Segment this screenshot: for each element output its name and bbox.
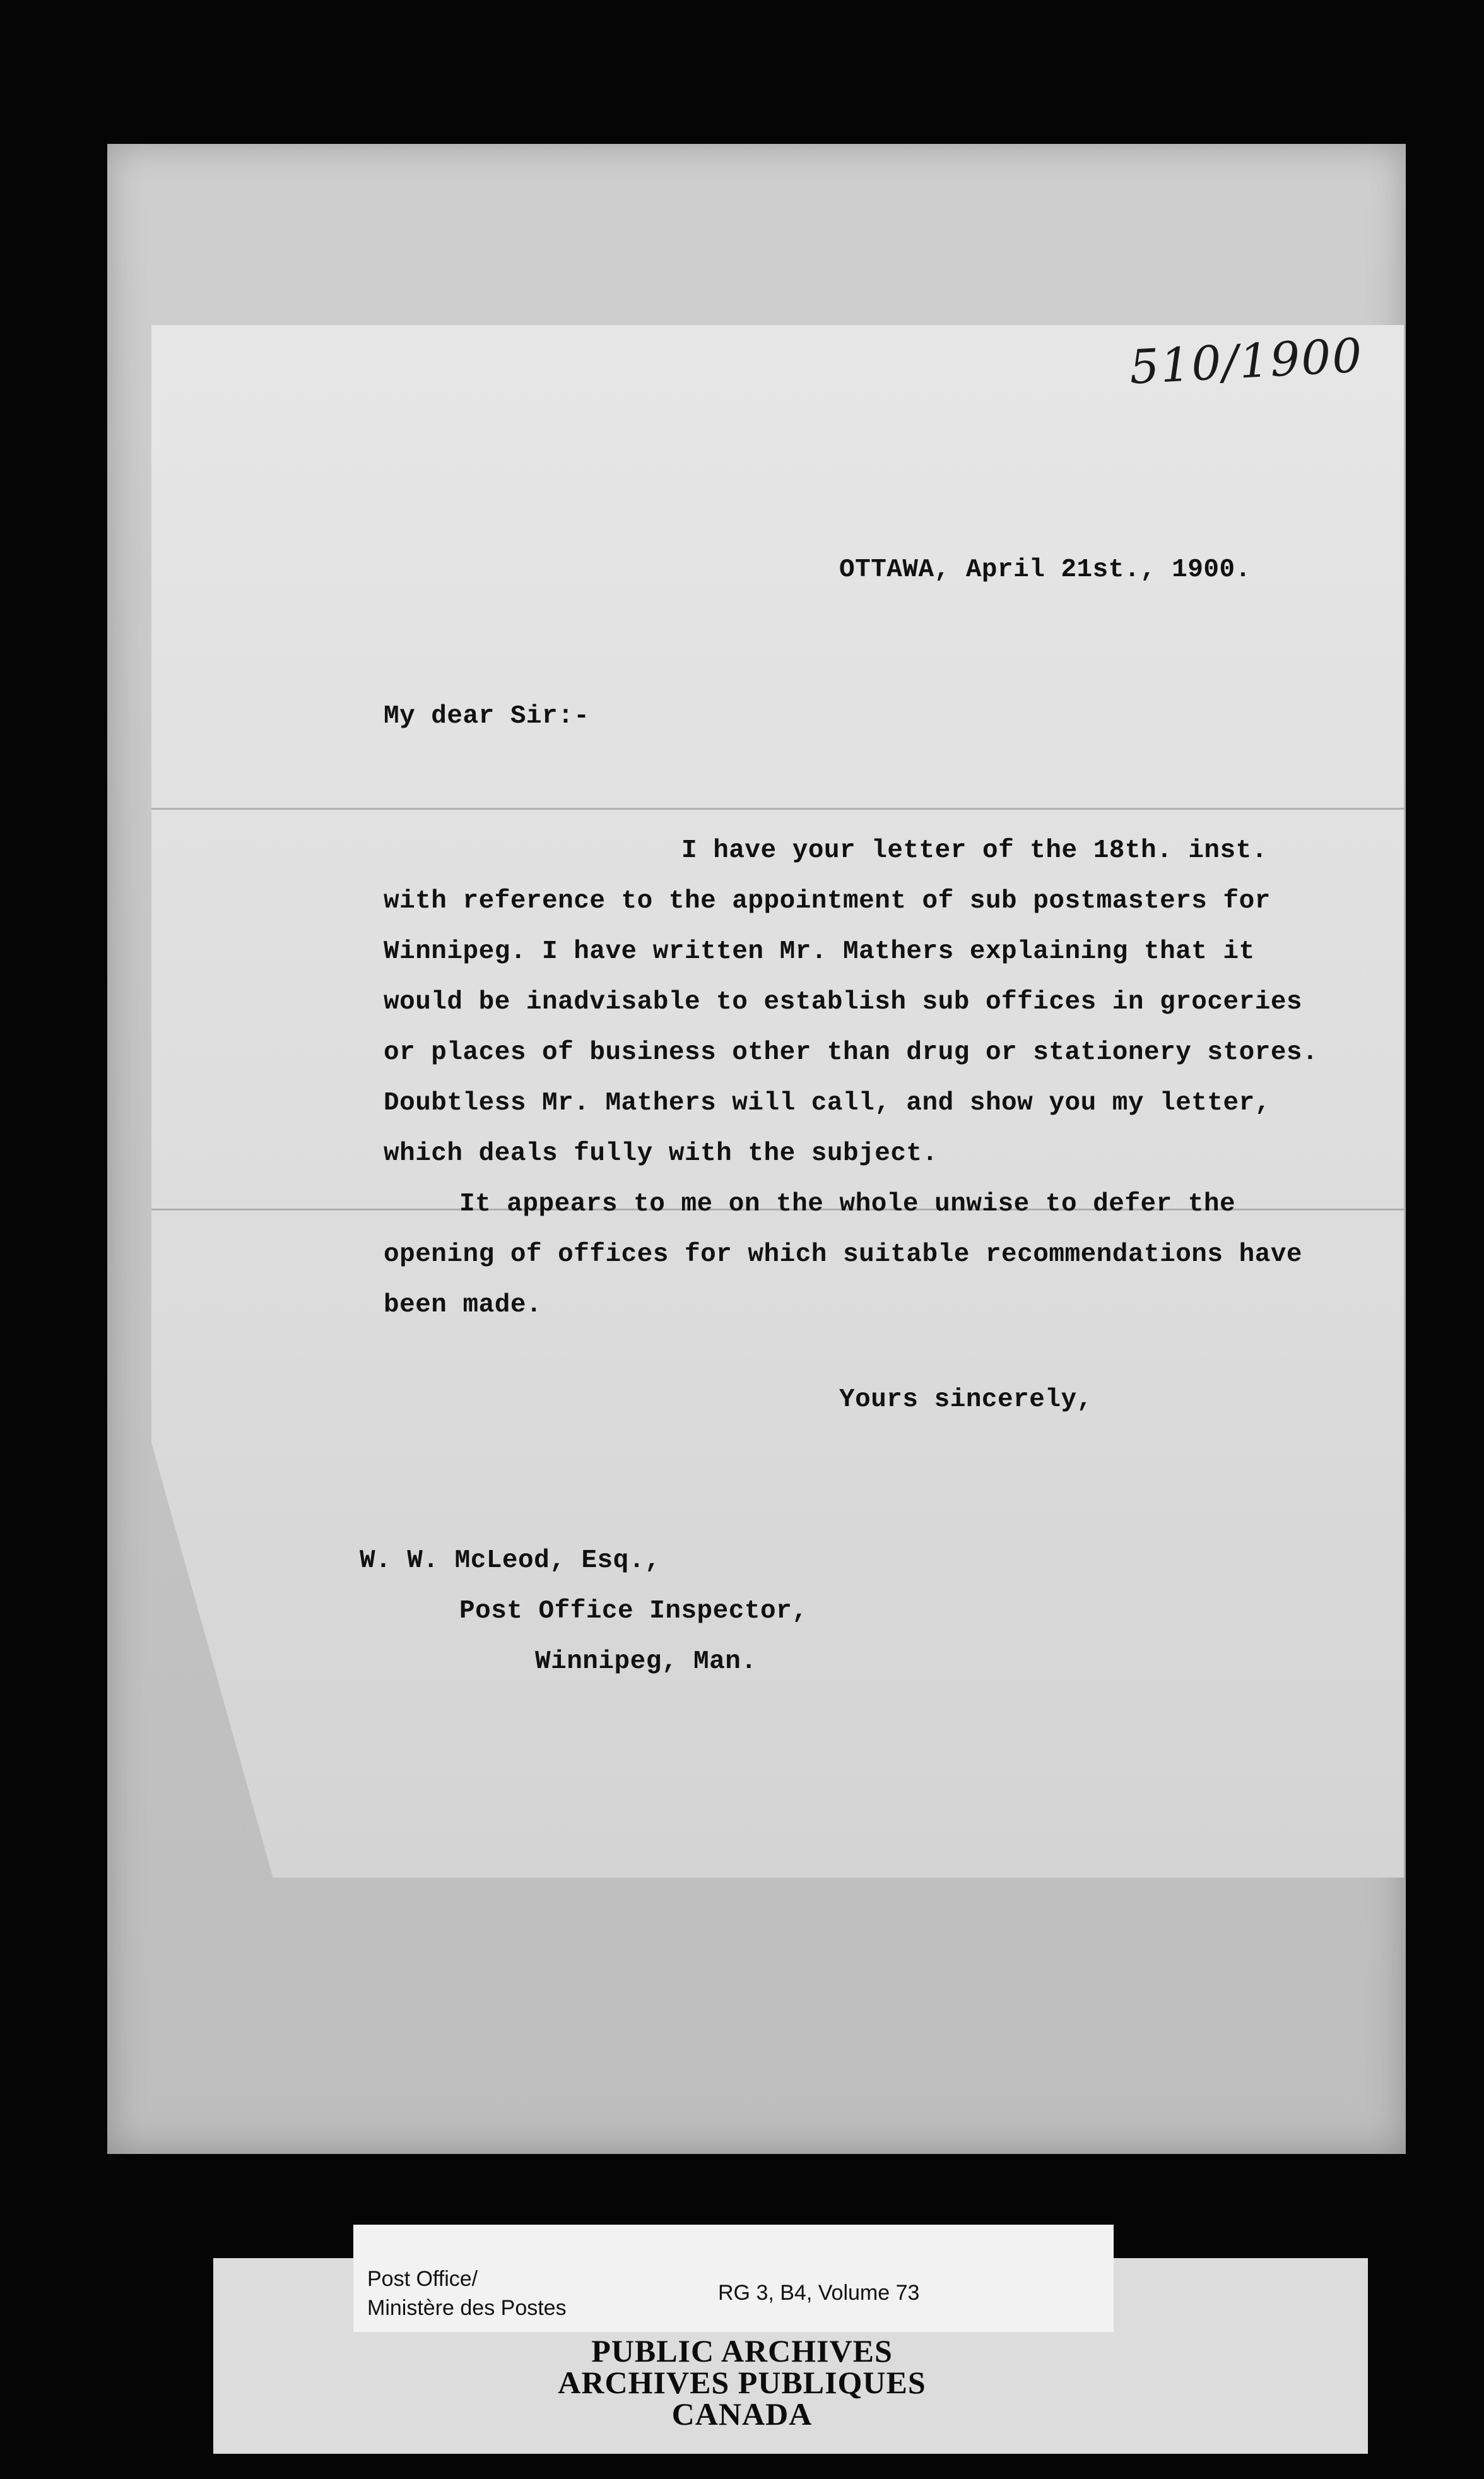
date-line: OTTAWA, April 21st., 1900. <box>839 555 1251 584</box>
fold-line <box>151 808 1404 810</box>
archives-title-en: PUBLIC ARCHIVES <box>591 2333 893 2369</box>
archive-reference: RG 3, B4, Volume 73 <box>718 2281 920 2305</box>
file-number-handwritten: 510/1900 <box>1128 328 1365 395</box>
archive-department: Post Office/ <box>367 2267 478 2291</box>
body-line: with reference to the appointment of sub postmasters for <box>384 887 1271 916</box>
body-line: been made. <box>384 1291 543 1320</box>
archives-title-country: CANADA <box>671 2396 813 2432</box>
address-line: W. W. McLeod, Esq., <box>360 1546 661 1575</box>
body-line: which deals fully with the subject. <box>384 1139 938 1168</box>
body-line: It appears to me on the whole unwise to defer the <box>459 1190 1236 1219</box>
body-line: I have your letter of the 18th. inst. <box>681 836 1268 865</box>
address-line: Winnipeg, Man. <box>535 1647 757 1676</box>
body-line: Winnipeg. I have written Mr. Mathers explaining that it <box>384 937 1255 966</box>
archives-title-fr: ARCHIVES PUBLIQUES <box>558 2365 926 2400</box>
salutation: My dear Sir:- <box>384 702 590 731</box>
closing: Yours sincerely, <box>839 1385 1093 1414</box>
address-line: Post Office Inspector, <box>459 1597 808 1626</box>
body-line: would be inadvisable to establish sub offices in groceries <box>384 988 1303 1017</box>
body-line: or places of business other than drug or stationery stores. <box>384 1038 1319 1067</box>
body-line: Doubtless Mr. Mathers will call, and show you my letter, <box>384 1089 1271 1118</box>
archive-department-fr: Ministère des Postes <box>367 2296 567 2320</box>
body-line: opening of offices for which suitable recommendations have <box>384 1240 1303 1269</box>
